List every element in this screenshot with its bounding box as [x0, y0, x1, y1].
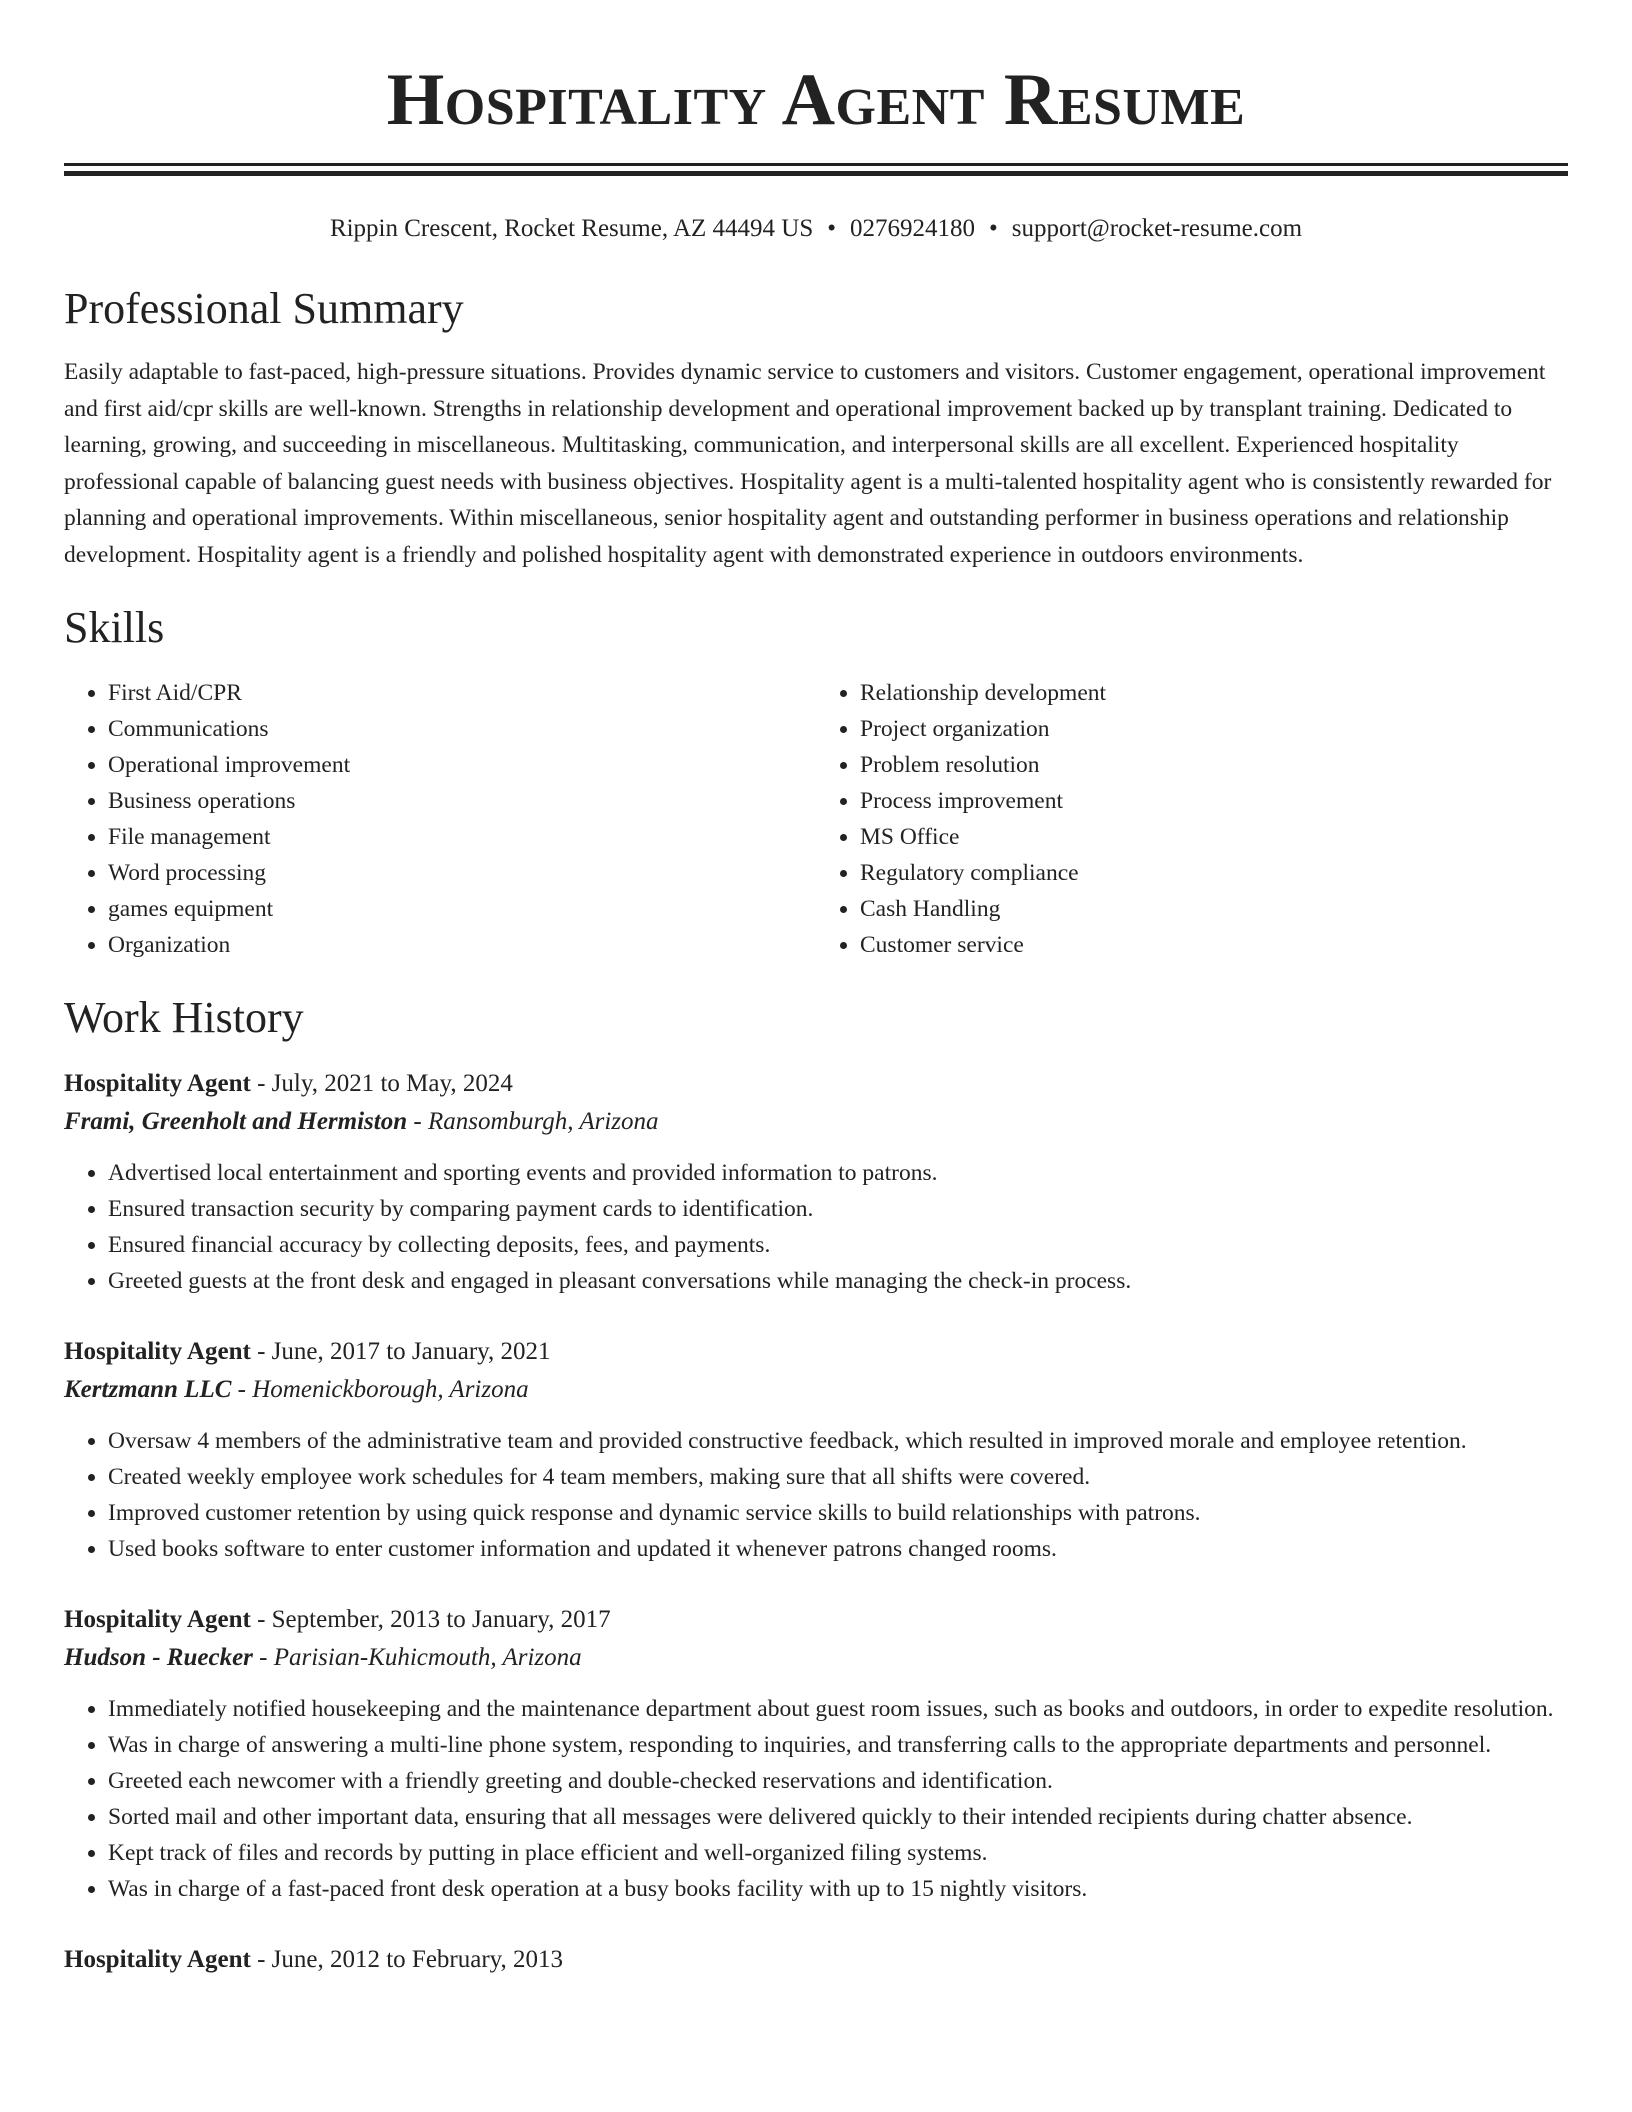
job-title: Hospitality Agent [64, 1946, 251, 1973]
skill-item: • Relationship development [860, 675, 1568, 711]
job-bullet: • Ensured transaction security by comparing payment cards to identification. [108, 1191, 1568, 1227]
skills-list-left [64, 675, 816, 963]
contact-separator: • [827, 215, 836, 242]
job-header: Hospitality Agent - September, 2013 to January, 2017 [64, 1606, 611, 1633]
job-bullet: • Ensured financial accuracy by collecting deposits, fees, and payments. [108, 1227, 1568, 1263]
job-entry [64, 1941, 1568, 1979]
job-title: Hospitality Agent [64, 1606, 251, 1633]
job-location: Parisian-Kuhicmouth, Arizona [273, 1644, 582, 1671]
job-header: Hospitality Agent - June, 2017 to January, 2021 [64, 1338, 551, 1365]
title-rule-thick [64, 171, 1568, 176]
job-bullet: • Greeted each newcomer with a friendly greeting and double-checked reservations and identification. [108, 1763, 1568, 1799]
job-employer: Frami, Greenholt and Hermiston - Ransomburgh, Arizona [64, 1108, 659, 1135]
job-bullet: • Was in charge of a fast-paced front desk operation at a busy books facility with up to 15 nightly visitors. [108, 1871, 1568, 1907]
job-bullet: • Created weekly employee work schedules for 4 team members, making sure that all shifts were covered. [108, 1459, 1568, 1495]
job-bullet: • Greeted guests at the front desk and engaged in pleasant conversations while managing the check-in process. [108, 1263, 1568, 1299]
skill-item: • File management [108, 819, 816, 855]
job-employer: Hudson - Ruecker - Parisian-Kuhicmouth, Arizona [64, 1644, 582, 1671]
job-bullet: • Immediately notified housekeeping and the maintenance department about guest room issues, such as books and outdoors, in order to expedite resolution. [108, 1691, 1568, 1727]
job-bullet: • Used books software to enter customer information and updated it whenever patrons changed rooms. [108, 1531, 1568, 1567]
title-rule-thin [64, 163, 1568, 166]
job-bullets [64, 1423, 1568, 1567]
contact-phone: 0276924180 [850, 215, 975, 242]
skill-item: • Operational improvement [108, 747, 816, 783]
job-bullet: • Sorted mail and other important data, ensuring that all messages were delivered quickly to their intended recipients during chatter absence. [108, 1799, 1568, 1835]
skill-item: • Communications [108, 711, 816, 747]
job-employer: Kertzmann LLC - Homenickborough, Arizona [64, 1376, 529, 1403]
job-entry [64, 1333, 1568, 1567]
skill-item: • Regulatory compliance [860, 855, 1568, 891]
skills-list-right [816, 675, 1568, 963]
skill-item: • Customer service [860, 927, 1568, 963]
contact-line [64, 212, 1568, 246]
job-header: Hospitality Agent - July, 2021 to May, 2024 [64, 1070, 513, 1097]
work-history-list [64, 1065, 1568, 1979]
skill-item: • MS Office [860, 819, 1568, 855]
job-company: Kertzmann LLC [64, 1376, 232, 1403]
job-dates: September, 2013 to January, 2017 [271, 1606, 611, 1633]
job-entry [64, 1065, 1568, 1299]
resume-title: Hospitality Agent Resume [386, 59, 1246, 141]
section-heading-summary: Professional Summary [64, 284, 464, 333]
skill-item: • Organization [108, 927, 816, 963]
section-heading-skills: Skills [64, 603, 165, 652]
job-bullet: • Kept track of files and records by putting in place efficient and well-organized filing systems. [108, 1835, 1568, 1871]
section-heading-work-history: Work History [64, 993, 304, 1042]
job-location: Homenickborough, Arizona [252, 1376, 529, 1403]
skill-item: • First Aid/CPR [108, 675, 816, 711]
skill-item: • games equipment [108, 891, 816, 927]
job-dates: July, 2021 to May, 2024 [271, 1070, 513, 1097]
job-bullet: • Was in charge of answering a multi-line phone system, responding to inquiries, and transferring calls to the appropriate departments and personnel. [108, 1727, 1568, 1763]
contact-email: support@rocket-resume.com [1011, 215, 1303, 242]
job-company: Frami, Greenholt and Hermiston [64, 1108, 408, 1135]
job-bullet: • Advertised local entertainment and sporting events and provided information to patrons. [108, 1155, 1568, 1191]
skill-item: • Problem resolution [860, 747, 1568, 783]
job-bullet: • Oversaw 4 members of the administrative team and provided constructive feedback, which resulted in improved morale and employee retention. [108, 1423, 1568, 1459]
job-title: Hospitality Agent [64, 1070, 251, 1097]
job-entry [64, 1601, 1568, 1907]
job-title: Hospitality Agent [64, 1338, 251, 1365]
job-company: Hudson - Ruecker [64, 1644, 253, 1671]
skill-item: • Business operations [108, 783, 816, 819]
job-bullets [64, 1155, 1568, 1299]
skills-columns [64, 675, 1568, 963]
skill-item: • Cash Handling [860, 891, 1568, 927]
job-location: Ransomburgh, Arizona [427, 1108, 659, 1135]
job-dates: June, 2017 to January, 2021 [271, 1338, 551, 1365]
contact-address: Rippin Crescent, Rocket Resume, AZ 44494 US [329, 215, 814, 242]
job-bullets [64, 1691, 1568, 1907]
job-header: Hospitality Agent - June, 2012 to February, 2013 [64, 1946, 564, 1973]
summary-text: Easily adaptable to fast-paced, high-pressure situations. Provides dynamic service to customers and visitors. Customer engagement, operational improvement and first aid/cpr skills are well-known. Strengths in relationship development and operational improvement backed up by transplant training. Dedicated to learning, growing, and succeeding in miscellaneous. Multitasking, communication, and interpersonal skills are all excellent. Experienced hospitality professional capable of balancing guest needs with business objectives. Hospitality agent is a multi-talented hospitality agent who is consistently rewarded for planning and operational improvements. Within miscellaneous, senior hospitality agent and outstanding performer in business operations and relationship development. Hospitality agent is a friendly and polished hospitality agent with demonstrated experience in outdoors environments. [64, 359, 1552, 568]
skill-item: • Project organization [860, 711, 1568, 747]
job-bullet: • Improved customer retention by using quick response and dynamic service skills to build relationships with patrons. [108, 1495, 1568, 1531]
skill-item: • Word processing [108, 855, 816, 891]
job-dates: June, 2012 to February, 2013 [271, 1946, 564, 1973]
contact-separator: • [989, 215, 998, 242]
skill-item: • Process improvement [860, 783, 1568, 819]
